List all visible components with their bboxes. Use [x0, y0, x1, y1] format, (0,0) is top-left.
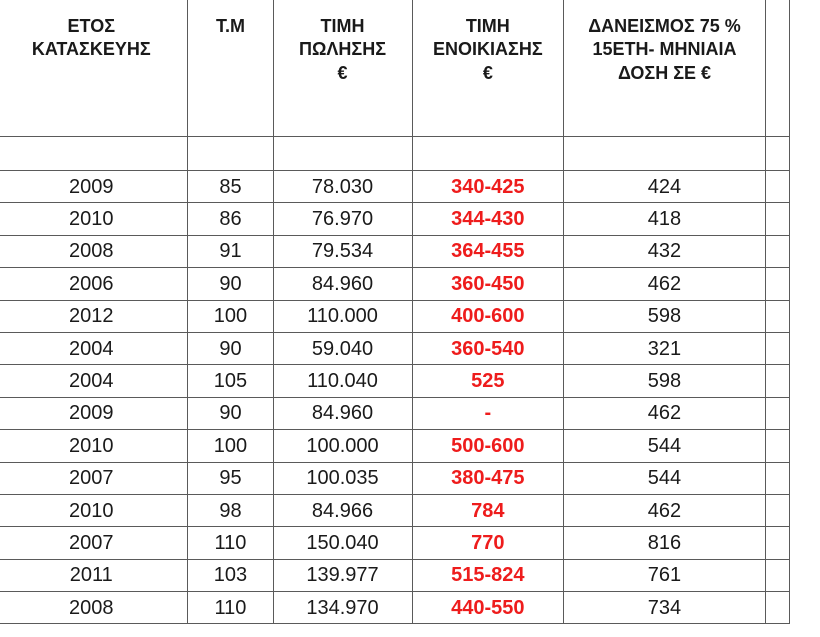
rent-price-cell: 400-600: [412, 300, 564, 332]
rent-price-cell: 440-550: [412, 592, 564, 624]
edge-cell-right: [765, 397, 789, 429]
sale-price-cell: 110.000: [273, 300, 412, 332]
empty-cell: [0, 137, 188, 171]
loan-cell: 424: [564, 171, 766, 203]
empty-cell: [188, 137, 273, 171]
rent-price-cell: 344-430: [412, 203, 564, 235]
sale-price-cell: 139.977: [273, 559, 412, 591]
sqm-cell: 103: [188, 559, 273, 591]
header-sqm: [188, 0, 273, 137]
sqm-cell: 105: [188, 365, 273, 397]
edge-cell-right: [765, 235, 789, 267]
sale-price-cell: 100.000: [273, 430, 412, 462]
year-cell: 2008: [0, 592, 188, 624]
loan-cell: 462: [564, 268, 766, 300]
sale-price-cell: 84.960: [273, 268, 412, 300]
header-year-line: ΕΤΟΣ: [67, 16, 115, 36]
rent-price-cell: 360-540: [412, 332, 564, 364]
header-sale-price: [273, 0, 412, 137]
table-row: [0, 365, 790, 397]
year-cell: 2011: [0, 559, 188, 591]
sqm-cell: 90: [188, 332, 273, 364]
year-cell: 2007: [0, 462, 188, 494]
loan-cell: 462: [564, 397, 766, 429]
rent-price-cell: 515-824: [412, 559, 564, 591]
loan-cell: 544: [564, 430, 766, 462]
loan-cell: 544: [564, 462, 766, 494]
rent-price-cell: 500-600: [412, 430, 564, 462]
loan-cell: 734: [564, 592, 766, 624]
sale-price-cell: 110.040: [273, 365, 412, 397]
sqm-cell: 98: [188, 494, 273, 526]
header-year-line: ΚΑΤΑΣΚΕΥΗΣ: [31, 39, 151, 60]
year-cell: 2009: [0, 171, 188, 203]
header-sale-price-line: ΤΙΜΗ: [320, 16, 365, 36]
header-row: [0, 0, 790, 137]
edge-cell-right: [765, 300, 789, 332]
sale-price-cell: 59.040: [273, 332, 412, 364]
sale-price-cell: 100.035: [273, 462, 412, 494]
rent-price-cell: 360-450: [412, 268, 564, 300]
rent-price-cell: 380-475: [412, 462, 564, 494]
sqm-cell: 110: [188, 527, 273, 559]
edge-cell-right: [765, 268, 789, 300]
sqm-cell: 95: [188, 462, 273, 494]
year-cell: 2007: [0, 527, 188, 559]
rent-price-cell: 364-455: [412, 235, 564, 267]
year-cell: 2010: [0, 494, 188, 526]
empty-cell: [412, 137, 564, 171]
table-row: [0, 203, 790, 235]
table-row: [0, 430, 790, 462]
header-year: [0, 0, 188, 137]
spacer-row: [0, 137, 790, 171]
table-row: [0, 592, 790, 624]
table-row: [0, 332, 790, 364]
edge-cell-right: [765, 171, 789, 203]
table-row: [0, 559, 790, 591]
sale-price-cell: 78.030: [273, 171, 412, 203]
year-cell: 2010: [0, 430, 188, 462]
edge-cell-right: [765, 527, 789, 559]
rent-price-cell: 784: [412, 494, 564, 526]
header-loan-line: 15ΕΤΗ- ΜΗΝΙΑΙΑ: [592, 39, 737, 60]
sqm-cell: 86: [188, 203, 273, 235]
year-cell: 2004: [0, 365, 188, 397]
sale-price-cell: 76.970: [273, 203, 412, 235]
empty-cell: [273, 137, 412, 171]
sqm-cell: 91: [188, 235, 273, 267]
table-row: [0, 171, 790, 203]
edge-cell-right: [765, 592, 789, 624]
table-row: [0, 462, 790, 494]
year-cell: 2010: [0, 203, 188, 235]
edge-cell-right: [765, 494, 789, 526]
loan-cell: 321: [564, 332, 766, 364]
year-cell: 2008: [0, 235, 188, 267]
sale-price-cell: 79.534: [273, 235, 412, 267]
header-loan-line: ΔΑΝΕΙΣΜΟΣ 75 %: [588, 16, 741, 36]
rent-price-cell: 770: [412, 527, 564, 559]
empty-cell: [564, 137, 766, 171]
sqm-cell: 90: [188, 397, 273, 429]
loan-cell: 598: [564, 365, 766, 397]
loan-cell: 462: [564, 494, 766, 526]
year-cell: 2012: [0, 300, 188, 332]
rent-price-cell: -: [412, 397, 564, 429]
edge-cell-right: [765, 559, 789, 591]
header-sqm-line: Τ.Μ: [215, 16, 245, 36]
year-cell: 2009: [0, 397, 188, 429]
sqm-cell: 100: [188, 300, 273, 332]
edge-cell-right: [765, 0, 789, 137]
table-row: [0, 268, 790, 300]
sale-price-cell: 150.040: [273, 527, 412, 559]
rent-price-cell: 525: [412, 365, 564, 397]
year-cell: 2004: [0, 332, 188, 364]
header-rent-price: [412, 0, 564, 137]
sqm-cell: 85: [188, 171, 273, 203]
edge-cell-right: [765, 462, 789, 494]
table-row: [0, 527, 790, 559]
sqm-cell: 110: [188, 592, 273, 624]
loan-cell: 816: [564, 527, 766, 559]
loan-cell: 761: [564, 559, 766, 591]
table-row: [0, 300, 790, 332]
header-loan-line: ΔΟΣΗ ΣΕ €: [617, 62, 712, 83]
sale-price-cell: 134.970: [273, 592, 412, 624]
table-row: [0, 235, 790, 267]
year-cell: 2006: [0, 268, 188, 300]
edge-cell-right: [765, 365, 789, 397]
sale-price-cell: 84.966: [273, 494, 412, 526]
sqm-cell: 100: [188, 430, 273, 462]
loan-cell: 598: [564, 300, 766, 332]
sale-price-cell: 84.960: [273, 397, 412, 429]
table-row: [0, 397, 790, 429]
header-sale-price-line: ΠΩΛΗΣΗΣ: [298, 39, 387, 60]
table-row: [0, 494, 790, 526]
header-rent-price-line: ΕΝΟΙΚΙΑΣΗΣ: [433, 39, 543, 60]
edge-cell-right: [765, 332, 789, 364]
edge-cell-right: [765, 203, 789, 235]
header-sale-price-line: €: [337, 62, 348, 83]
rent-price-cell: 340-425: [412, 171, 564, 203]
edge-cell-right: [765, 430, 789, 462]
loan-cell: 432: [564, 235, 766, 267]
header-rent-price-line: €: [482, 62, 493, 83]
sqm-cell: 90: [188, 268, 273, 300]
edge-cell-right: [765, 137, 789, 171]
header-loan: [564, 0, 766, 137]
loan-cell: 418: [564, 203, 766, 235]
header-rent-price-line: ΤΙΜΗ: [465, 16, 510, 36]
